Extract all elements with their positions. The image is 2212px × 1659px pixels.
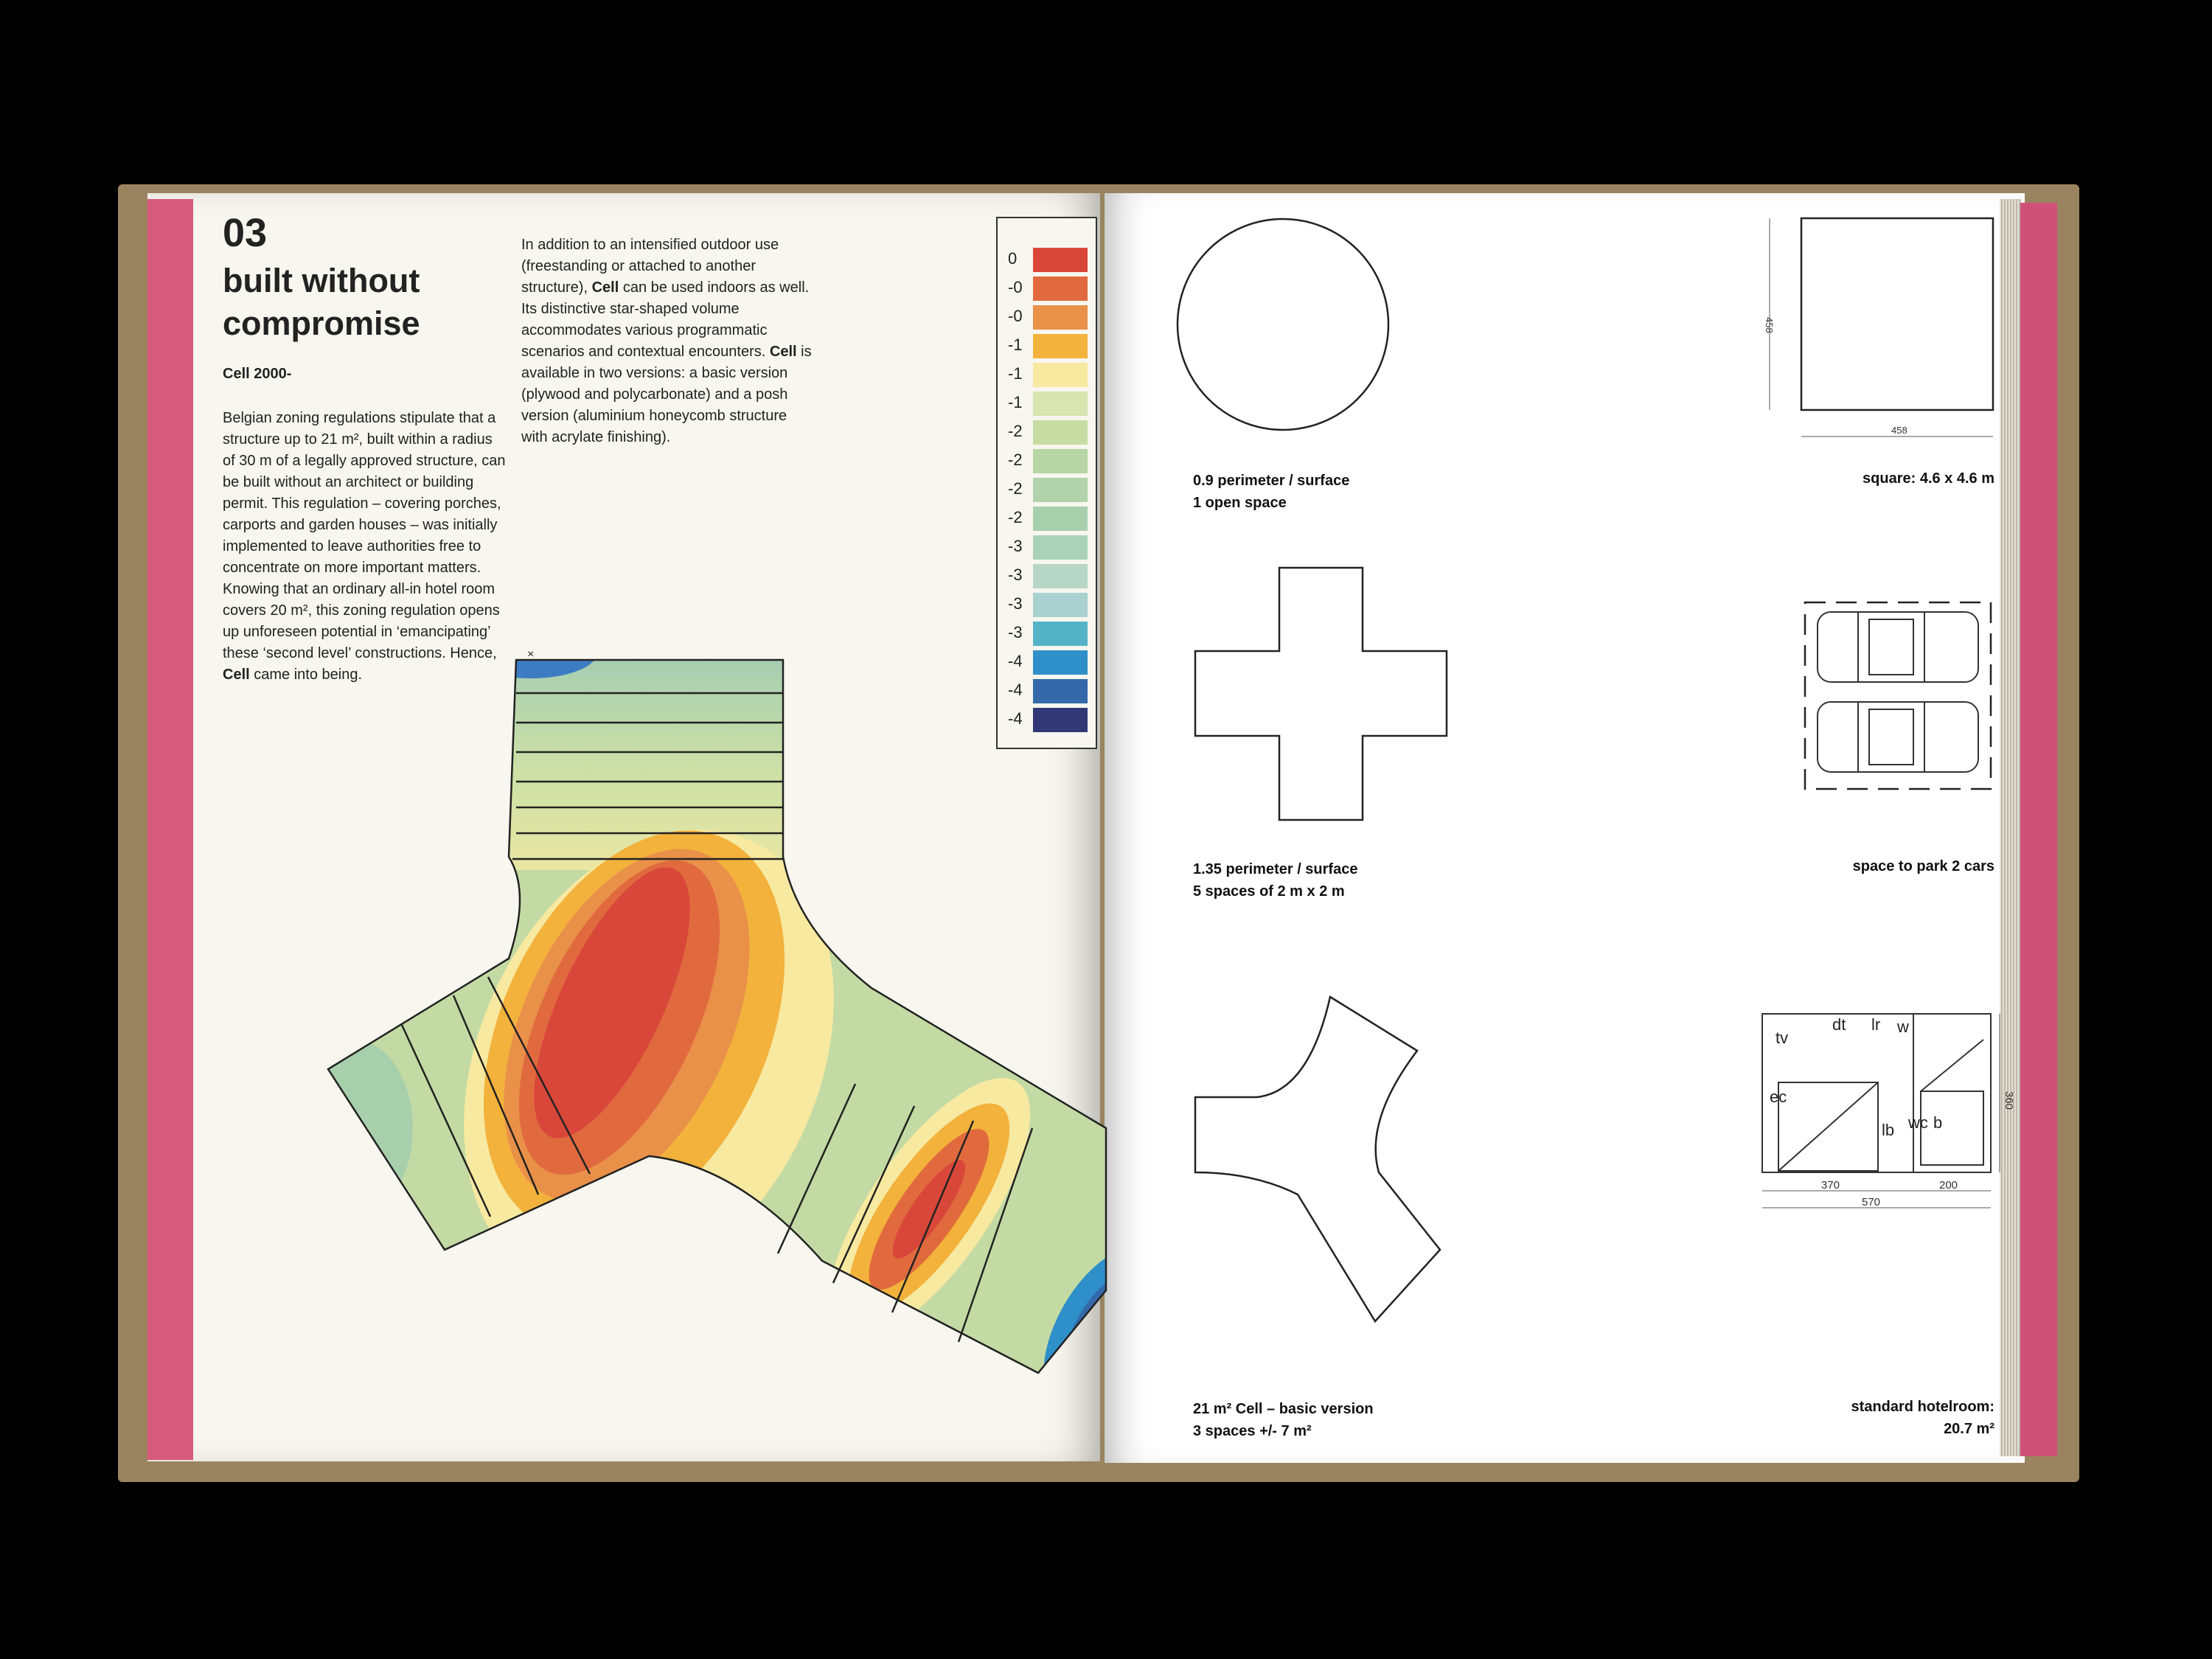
room-label-dt: dt — [1832, 1015, 1846, 1034]
legend-swatch — [1033, 622, 1088, 646]
legend-label: -3 — [1008, 566, 1023, 584]
legend-swatch — [1033, 564, 1088, 588]
text-run: In addition to an intensified outdoor use (freestanding or attached to another structure), — [521, 237, 779, 296]
legend-swatch — [1033, 334, 1088, 358]
hotel-room-plan — [1762, 1014, 1991, 1172]
room-dim-200: 200 — [1939, 1179, 1958, 1192]
legend-label: -2 — [1008, 479, 1023, 498]
svg-text:×: × — [527, 648, 535, 661]
bold-term: Cell — [769, 344, 797, 360]
caption-circle: 0.9 perimeter / surface 1 open space — [1193, 473, 1350, 511]
legend-label: -0 — [1008, 307, 1023, 325]
reference-diagrams — [1740, 206, 2013, 1239]
room-dim-370: 370 — [1821, 1179, 1840, 1192]
legend-swatch — [1033, 392, 1088, 416]
caption-hotelroom: standard hotelroom: 20.7 m² — [1851, 1399, 1994, 1437]
legend-label: -0 — [1008, 278, 1023, 296]
legend-label: -1 — [1008, 364, 1023, 383]
caption-cross: 1.35 perimeter / surface 5 spaces of 2 m x 2 m — [1193, 861, 1358, 900]
room-label-wc: wc — [1908, 1113, 1928, 1132]
car-bottom — [1818, 702, 1978, 772]
legend-label: -4 — [1008, 681, 1023, 699]
caption-square: square: 4.6 x 4.6 m — [1863, 470, 1994, 487]
legend-swatch — [1033, 276, 1088, 301]
legend-swatch — [1033, 305, 1088, 330]
body-text-column-2 — [521, 234, 813, 448]
circle-shape — [1178, 219, 1388, 430]
legend-swatch — [1033, 420, 1088, 445]
caption-parking: space to park 2 cars — [1852, 858, 1994, 874]
legend-swatch — [1033, 535, 1088, 560]
room-dim-570: 570 — [1862, 1196, 1881, 1208]
square-width-dim: 458 — [1891, 425, 1907, 436]
square-plan — [1801, 218, 1993, 410]
legend-label: -2 — [1008, 451, 1023, 469]
legend-label: 0 — [1008, 249, 1018, 268]
chapter-title: built without compromise — [223, 262, 420, 342]
bold-term: Cell — [591, 279, 619, 296]
cell-star-shape — [1195, 997, 1440, 1321]
legend-swatch — [1033, 593, 1088, 617]
parking-outline — [1805, 602, 1991, 789]
car-top — [1818, 612, 1978, 682]
left-page-edge — [147, 199, 193, 1460]
text-run: Belgian zoning regulations stipulate that a structure up to 21 m², built within a radius of 30 m of a legally approved structure, can be built without an architect or building permit. This regulation – covering porches, carports and garden houses – was initially implemented to leave authorities free to concentrate on more important matters. Knowing that an ordinary all-in hotel room covers 20 m², this zoning regulation opens up unforeseen potential in ‘emancipating’ these ‘second level’ constructions. Hence, — [223, 410, 506, 661]
square-height-dim: 458 — [1764, 317, 1775, 333]
room-dim-360: 360 — [2003, 1091, 2015, 1110]
room-label-tv: tv — [1775, 1029, 1789, 1047]
legend-swatch — [1033, 449, 1088, 473]
project-subtitle: Cell 2000- — [223, 366, 292, 382]
legend-swatch — [1033, 507, 1088, 531]
chapter-number: 03 — [223, 211, 268, 255]
body-text-column-1 — [223, 408, 507, 686]
legend-swatch — [1033, 248, 1088, 272]
legend-label: -3 — [1008, 623, 1023, 641]
text-run: can be used indoors as well. Its distinctive star-shaped volume accommodates various programmatic scenarios and contextual encounters. — [521, 279, 810, 360]
legend-label: -1 — [1008, 393, 1023, 411]
room-label-w: w — [1897, 1018, 1909, 1036]
legend-label: -1 — [1008, 335, 1023, 354]
room-label-ec: ec — [1770, 1088, 1787, 1106]
text-run: is available in two versions: a basic version (plywood and polycarbonate) and a posh version (aluminium honeycomb structure with acrylate finishing). — [521, 344, 812, 445]
legend-label: -2 — [1008, 422, 1023, 440]
legend-label: -2 — [1008, 508, 1023, 526]
legend-label: -3 — [1008, 594, 1023, 613]
legend-swatch — [1033, 363, 1088, 387]
text-run: came into being. — [249, 667, 363, 683]
legend-label: -4 — [1008, 709, 1023, 728]
shape-diagrams — [1180, 206, 1460, 1342]
room-label-lb: lb — [1882, 1121, 1895, 1139]
caption-cell: 21 m² Cell – basic version 3 spaces +/- 7 m² — [1193, 1401, 1374, 1439]
room-label-b: b — [1933, 1113, 1943, 1132]
legend-label: -4 — [1008, 652, 1023, 670]
legend-swatch — [1033, 478, 1088, 502]
stress-heatmap — [324, 649, 1106, 1371]
legend-label: -3 — [1008, 537, 1023, 555]
cross-shape — [1195, 568, 1447, 820]
bold-term: Cell — [223, 667, 250, 683]
room-label-lr: lr — [1871, 1015, 1881, 1034]
right-page-edge — [2020, 203, 2057, 1456]
